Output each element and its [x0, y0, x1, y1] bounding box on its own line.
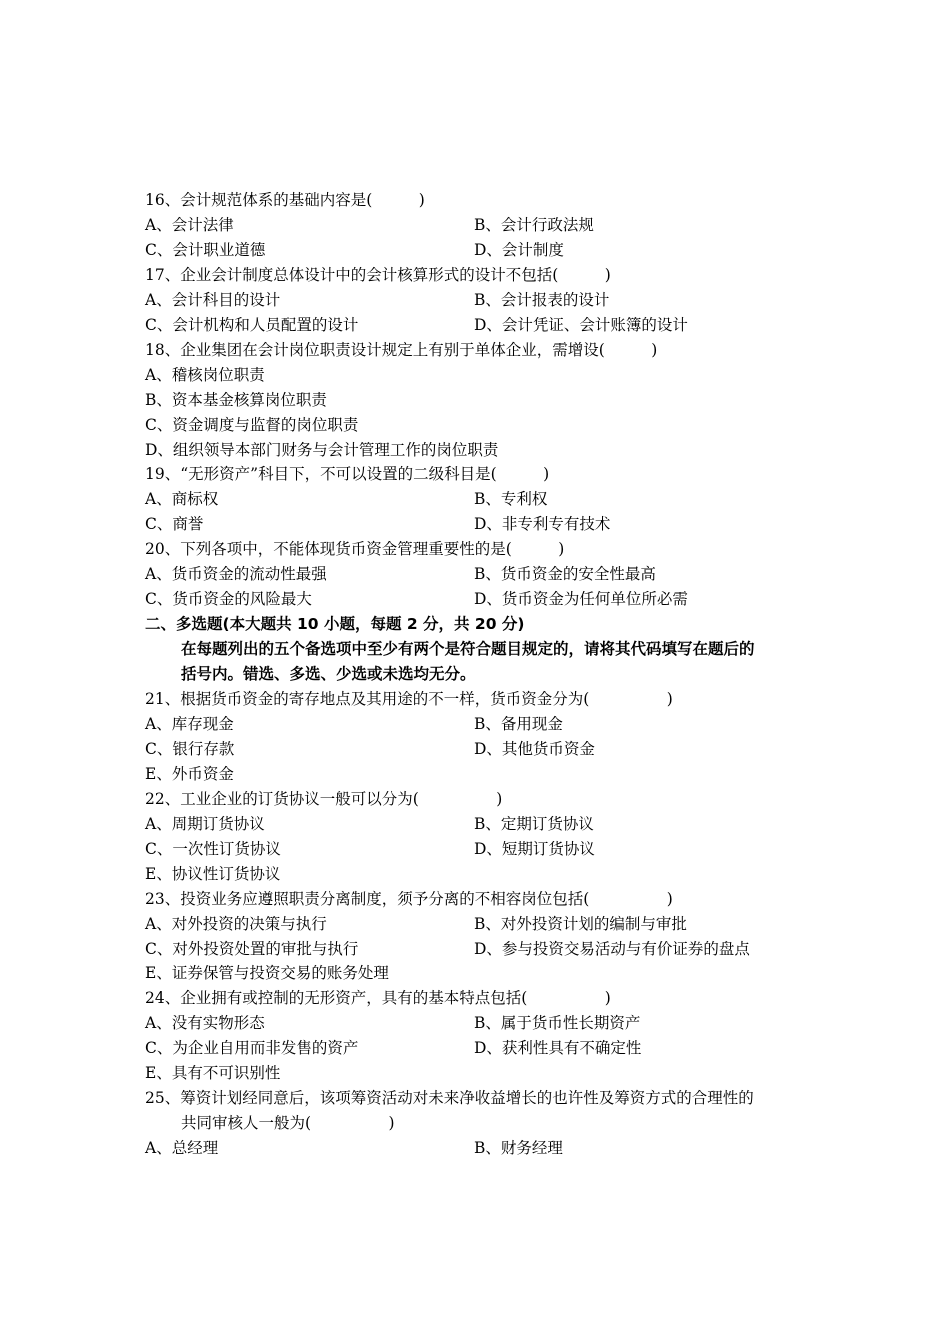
option-left: A、库存现金	[145, 715, 234, 733]
option-right: D、货币资金为任何单位所必需	[474, 590, 688, 608]
question-text: 18、企业集团在会计岗位职责设计规定上有别于单体企业，需增设( )	[145, 341, 658, 359]
question-text: 20、下列各项中，不能体现货币资金管理重要性的是( )	[145, 540, 565, 558]
option-left: A、周期订货协议	[145, 815, 265, 833]
option: E、证券保管与投资交易的账务处理	[145, 964, 389, 982]
option-left: C、对外投资处置的审批与执行	[145, 940, 359, 958]
question-text: 22、工业企业的订货协议一般可以分为( )	[145, 790, 503, 808]
option: A、稽核岗位职责	[145, 366, 265, 384]
option-right: B、会计行政法规	[474, 216, 594, 234]
option-right: B、专利权	[474, 490, 548, 508]
option-left: C、银行存款	[145, 740, 235, 758]
option-right: D、获利性具有不确定性	[474, 1039, 642, 1057]
option-left: A、总经理	[145, 1139, 219, 1157]
option: C、资金调度与监督的岗位职责	[145, 416, 359, 434]
option-left: A、会计法律	[145, 216, 234, 234]
option: E、协议性订货协议	[145, 865, 281, 883]
question-text: 25、筹资计划经同意后，该项筹资活动对未来净收益增长的也许性及筹资方式的合理性的	[145, 1089, 754, 1107]
option: D、组织领导本部门财务与会计管理工作的岗位职责	[145, 441, 499, 459]
option-right: B、属于货币性长期资产	[474, 1014, 641, 1032]
section-heading: 二、多选题(本大题共 10 小题，每题 2 分，共 20 分)	[145, 615, 525, 633]
option-left: A、货币资金的流动性最强	[145, 565, 327, 583]
option-right: B、财务经理	[474, 1139, 563, 1157]
option-right: B、定期订货协议	[474, 815, 594, 833]
question-text: 17、企业会计制度总体设计中的会计核算形式的设计不包括( )	[145, 266, 611, 284]
option: B、资本基金核算岗位职责	[145, 391, 327, 409]
section-instruction: 括号内。错选、多选、少选或未选均无分。	[181, 665, 476, 683]
option-right: D、短期订货协议	[474, 840, 595, 858]
option-left: C、会计机构和人员配置的设计	[145, 316, 359, 334]
option: E、外币资金	[145, 765, 234, 783]
question-text: 24、企业拥有或控制的无形资产，具有的基本特点包括( )	[145, 989, 611, 1007]
option-right: D、其他货币资金	[474, 740, 595, 758]
option-left: A、商标权	[145, 490, 219, 508]
option-left: C、会计职业道德	[145, 241, 266, 259]
section-instruction: 在每题列出的五个备选项中至少有两个是符合题目规定的，请将其代码填写在题后的	[181, 640, 755, 658]
option-right: D、参与投资交易活动与有价证券的盘点	[474, 940, 750, 958]
option-left: C、一次性订货协议	[145, 840, 281, 858]
option-left: C、货币资金的风险最大	[145, 590, 312, 608]
option-left: C、商誉	[145, 515, 204, 533]
option-right: B、备用现金	[474, 715, 563, 733]
option-left: A、对外投资的决策与执行	[145, 915, 327, 933]
option-right: B、货币资金的安全性最高	[474, 565, 656, 583]
option-right: D、会计凭证、会计账簿的设计	[474, 316, 688, 334]
option-right: D、会计制度	[474, 241, 564, 259]
option-right: B、对外投资计划的编制与审批	[474, 915, 687, 933]
question-text: 19、“无形资产”科目下，不可以设置的二级科目是( )	[145, 465, 550, 483]
option-right: D、非专利专有技术	[474, 515, 611, 533]
question-text-continued: 共同审核人一般为( )	[181, 1114, 395, 1132]
question-text: 16、会计规范体系的基础内容是( )	[145, 191, 425, 209]
question-text: 21、根据货币资金的寄存地点及其用途的不一样，货币资金分为( )	[145, 690, 673, 708]
option-left: A、会计科目的设计	[145, 291, 281, 309]
option-left: C、为企业自用而非发售的资产	[145, 1039, 359, 1057]
option-left: A、没有实物形态	[145, 1014, 265, 1032]
question-text: 23、投资业务应遵照职责分离制度，须予分离的不相容岗位包括( )	[145, 890, 673, 908]
option-right: B、会计报表的设计	[474, 291, 610, 309]
option: E、具有不可识别性	[145, 1064, 281, 1082]
